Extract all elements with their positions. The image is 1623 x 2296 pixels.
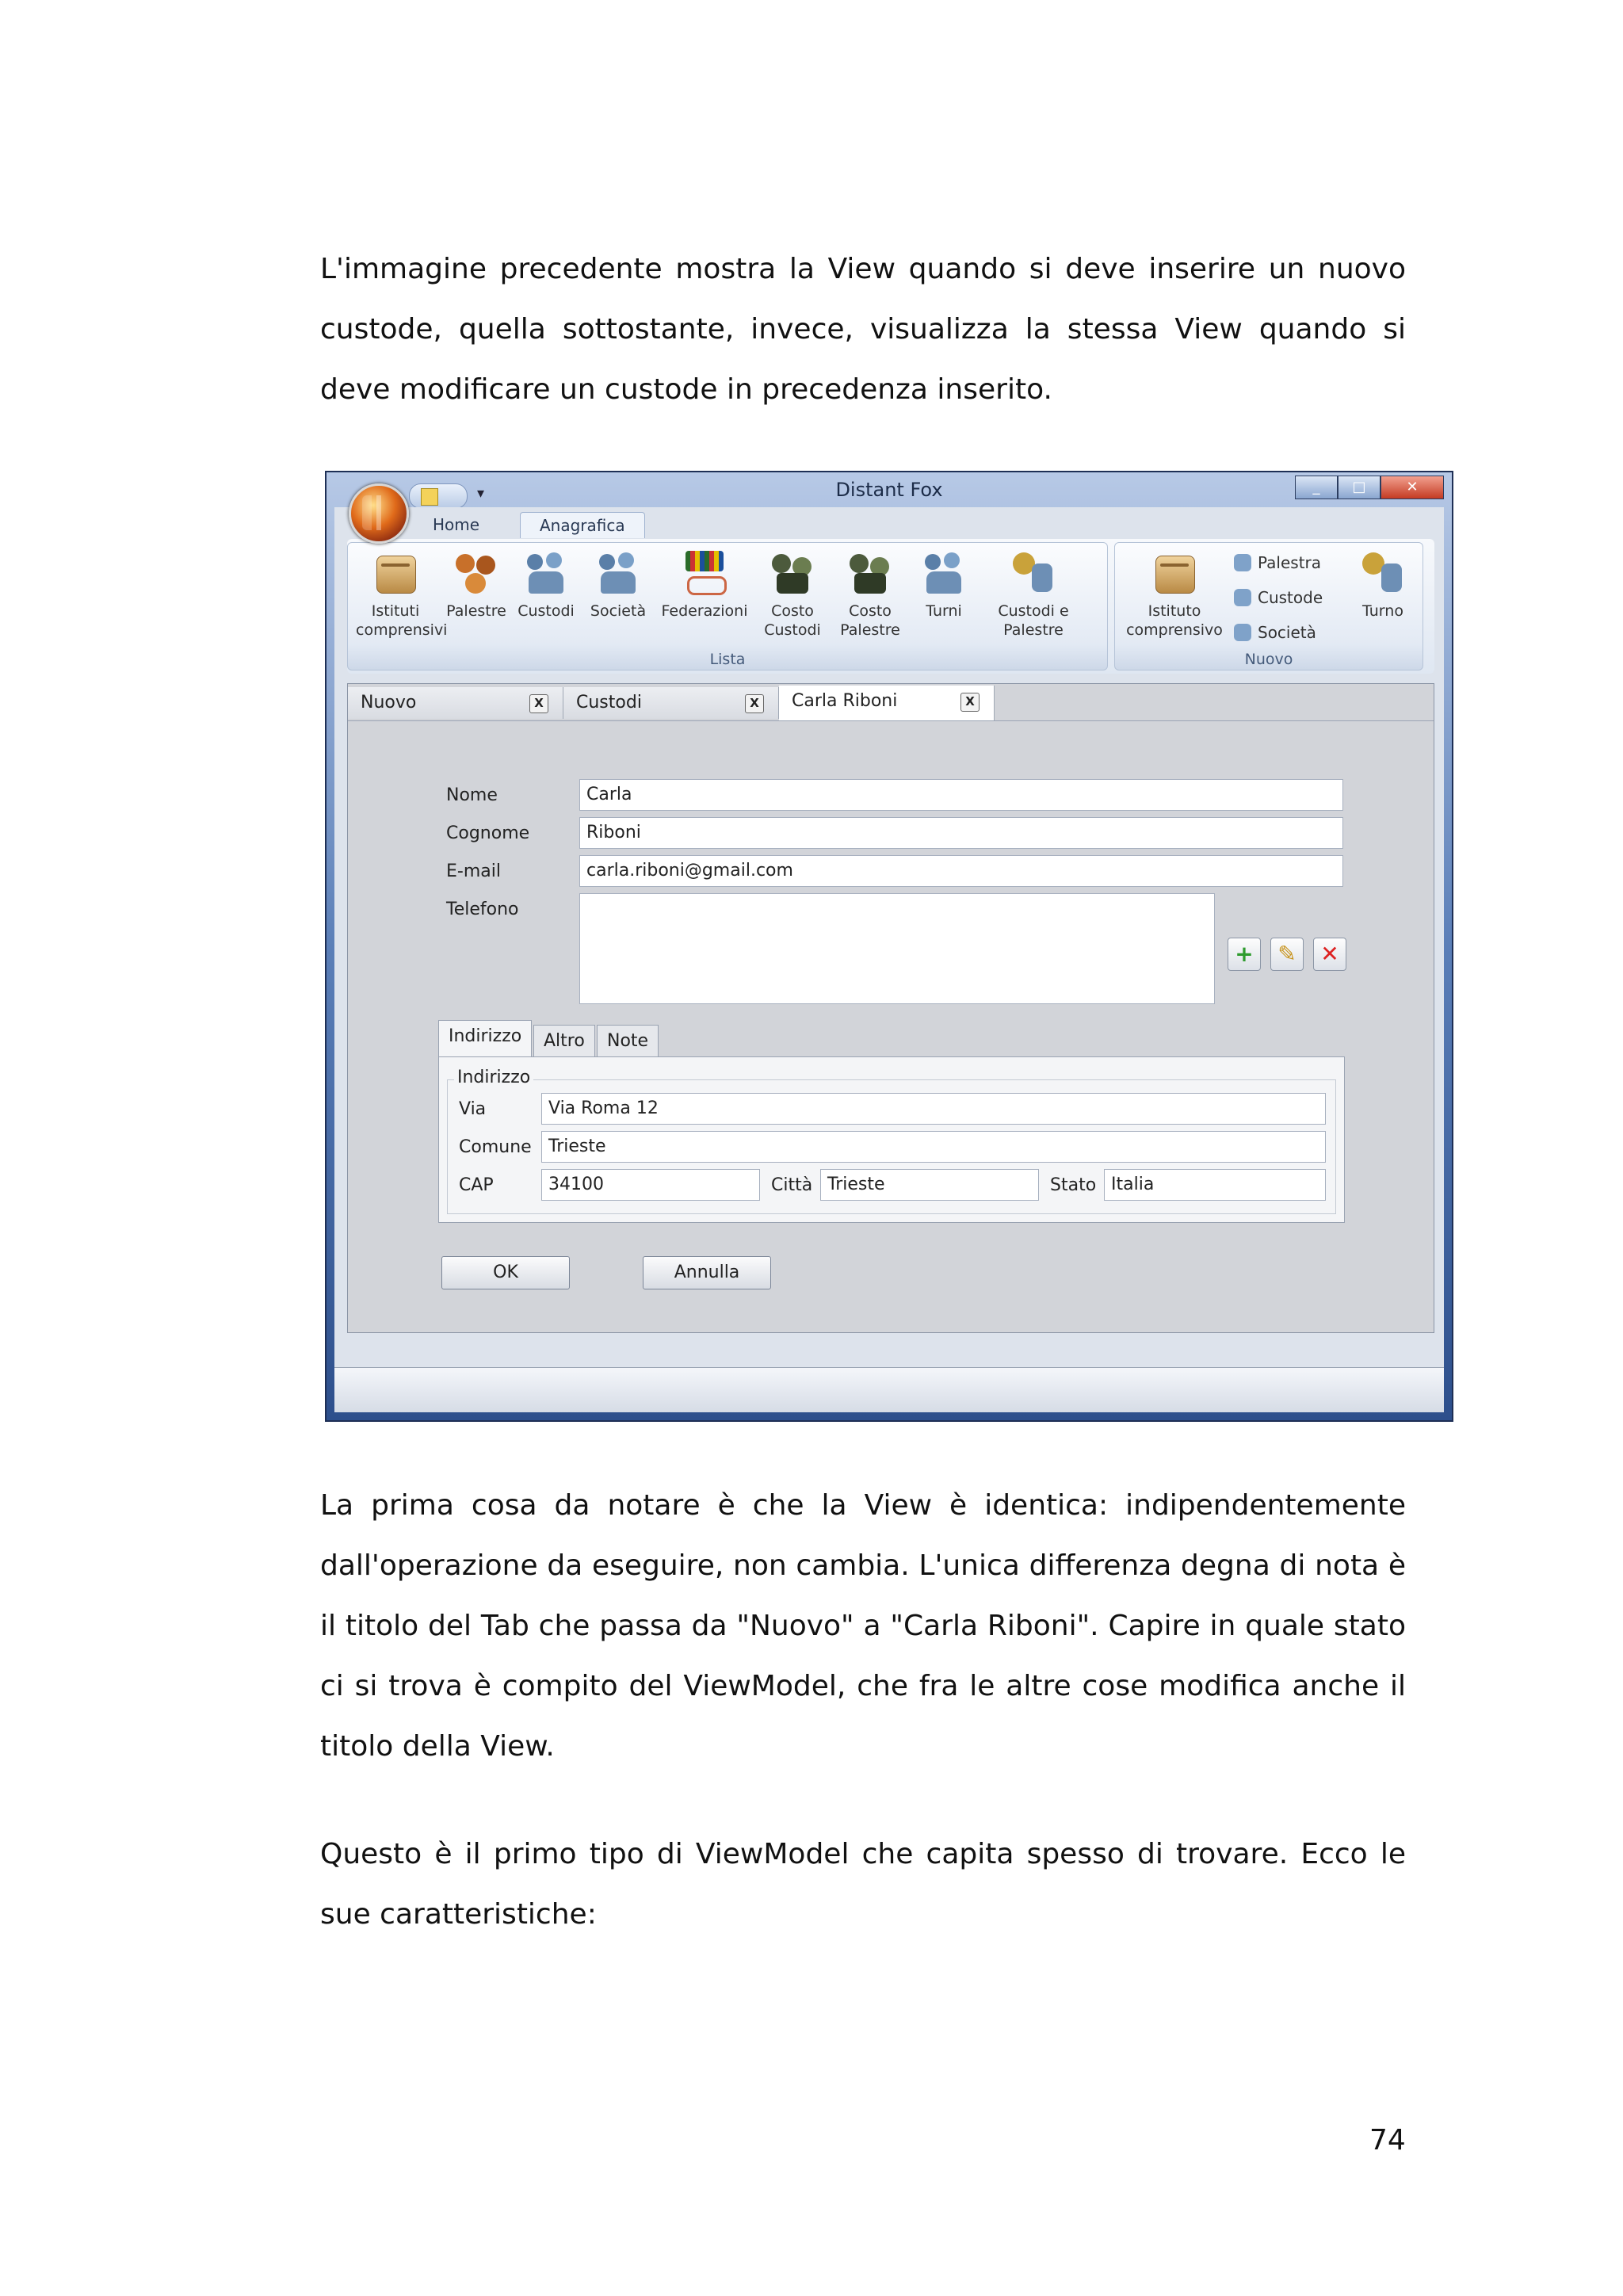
turni-label: Turni (926, 602, 962, 620)
shift-icon (1359, 549, 1407, 597)
tab-indirizzo[interactable]: Indirizzo (438, 1020, 532, 1057)
cap-label: CAP (459, 1175, 494, 1195)
doc-tab-carla-riboni-label: Carla Riboni (792, 691, 898, 711)
cognome-field[interactable]: Riboni (579, 817, 1343, 849)
doc-tab-carla-riboni[interactable] (779, 686, 995, 720)
turno-label: Turno (1362, 602, 1403, 620)
telefono-list[interactable] (579, 893, 1215, 1004)
email-field[interactable]: carla.riboni@gmail.com (579, 855, 1343, 887)
maximize-button[interactable]: □ (1338, 476, 1381, 499)
close-icon[interactable]: X (529, 694, 548, 713)
qat-dropdown-icon[interactable]: ▾ (477, 485, 485, 502)
email-label: E-mail (446, 861, 501, 881)
people-icon (522, 549, 570, 597)
custodi-e-palestre-button[interactable] (982, 549, 1085, 640)
telefono-label: Telefono (446, 900, 519, 919)
minimize-button[interactable]: _ (1295, 476, 1338, 499)
indirizzo-fieldset (447, 1068, 1336, 1214)
new-custode-button[interactable]: Custode (1234, 583, 1323, 613)
add-phone-button[interactable]: + (1228, 938, 1261, 971)
folder-icon (421, 488, 438, 506)
annulla-button[interactable]: Annulla (643, 1256, 771, 1289)
close-button[interactable]: ✕ (1381, 476, 1444, 499)
balls-cost-icon (846, 549, 894, 597)
tab-note[interactable]: Note (597, 1025, 659, 1057)
intro-paragraph: L'immagine precedente mostra la View quando si deve inserire un nuovo custode, quella sottostante, invece, visualizza la stessa View quando si deve modificare un custode in precedenza inserito. (320, 253, 1406, 406)
close-icon[interactable]: X (960, 693, 980, 712)
palestre-label: Palestre (446, 602, 506, 620)
shifts-icon (920, 549, 968, 597)
address-panel (438, 1056, 1345, 1223)
doc-tab-nuovo[interactable] (348, 687, 563, 719)
olympic-rings-icon (681, 549, 728, 597)
edit-phone-button[interactable]: ✎ (1270, 938, 1304, 971)
nome-field[interactable]: Carla (579, 779, 1343, 811)
ribbon-tabs (334, 507, 1444, 539)
societa-button[interactable] (582, 549, 654, 621)
citta-field[interactable]: Trieste (820, 1169, 1039, 1201)
costo-custodi-label: Costo Custodi (764, 602, 821, 639)
federazioni-button[interactable] (655, 549, 754, 621)
balls-icon (453, 549, 500, 597)
custodian-gym-icon (1010, 549, 1057, 597)
custodi-button[interactable] (513, 549, 579, 621)
doc-tab-custodi[interactable] (563, 687, 779, 719)
istituti-comprensivi-button[interactable] (356, 549, 448, 640)
app-logo-icon (362, 495, 394, 530)
custodi-e-palestre-label: Custodi e Palestre (998, 602, 1069, 639)
analysis-paragraph: La prima cosa da notare è che la View è identica: indipendentemente dall'operazione da eseguire, non cambia. L'unica differenza degna di nota è il titolo del Tab che passa da "Nuovo" a "Carla Riboni". Capire in quale stato ci si trova è compito del ViewModel, che fra le altre cose modifica anche il titolo della View. (320, 1489, 1406, 1763)
palestre-button[interactable] (443, 549, 510, 621)
document-area (347, 683, 1434, 1333)
istituto-comprensivo-label: Istituto comprensivo (1126, 602, 1223, 639)
tab-altro[interactable]: Altro (533, 1025, 595, 1057)
societa-label: Società (590, 602, 647, 620)
people-group-icon (594, 549, 642, 597)
indirizzo-legend: Indirizzo (454, 1068, 533, 1087)
group-lista-label: Lista (709, 651, 746, 668)
people-cost-icon (769, 549, 816, 597)
costo-palestre-button[interactable] (833, 549, 907, 640)
title-bar (327, 472, 1452, 507)
group-nuovo (1114, 542, 1423, 670)
characteristics-paragraph: Questo è il primo tipo di ViewModel che capita spesso di trovare. Ecco le sue caratteristiche: (320, 1838, 1406, 1931)
tab-home[interactable]: Home (433, 515, 480, 534)
quick-access-toolbar[interactable] (409, 483, 468, 509)
application-orb[interactable] (349, 483, 409, 544)
istituti-comprensivi-label: Istituti comprensivi (356, 602, 448, 639)
box-icon (1151, 549, 1198, 597)
custodi-label: Custodi (517, 602, 575, 620)
federazioni-label: Federazioni (661, 602, 748, 620)
stato-field[interactable]: Italia (1104, 1169, 1326, 1201)
doc-tab-nuovo-label: Nuovo (361, 693, 417, 712)
status-bar (334, 1367, 1444, 1412)
turni-button[interactable] (912, 549, 976, 621)
close-icon[interactable]: X (745, 694, 764, 713)
group-nuovo-label: Nuovo (1244, 651, 1293, 668)
cap-field[interactable]: 34100 (541, 1169, 760, 1201)
delete-phone-button[interactable]: ✕ (1313, 938, 1346, 971)
app-window (325, 471, 1453, 1422)
document-tabs (348, 684, 1434, 721)
new-palestra-button[interactable]: Palestra (1234, 548, 1321, 578)
group-lista (347, 542, 1108, 670)
page-number: 74 (1369, 2124, 1406, 2157)
new-societa-button[interactable]: Società (1234, 617, 1316, 648)
comune-field[interactable]: Trieste (541, 1131, 1326, 1163)
ribbon (347, 539, 1434, 674)
via-field[interactable]: Via Roma 12 (541, 1093, 1326, 1125)
doc-tab-custodi-label: Custodi (576, 693, 642, 712)
cognome-label: Cognome (446, 823, 530, 843)
costo-palestre-label: Costo Palestre (840, 602, 900, 639)
window-title: Distant Fox (835, 479, 943, 501)
turno-button[interactable] (1350, 549, 1416, 621)
tab-anagrafica[interactable]: Anagrafica (520, 512, 645, 538)
boxes-icon (372, 549, 419, 597)
via-label: Via (459, 1099, 487, 1119)
window-client (334, 507, 1444, 1412)
citta-label: Città (771, 1175, 813, 1195)
nome-label: Nome (446, 785, 498, 805)
comune-label: Comune (459, 1137, 532, 1157)
istituto-comprensivo-button[interactable] (1123, 549, 1226, 640)
ok-button[interactable]: OK (441, 1256, 570, 1289)
costo-custodi-button[interactable] (757, 549, 828, 640)
stato-label: Stato (1050, 1175, 1097, 1195)
